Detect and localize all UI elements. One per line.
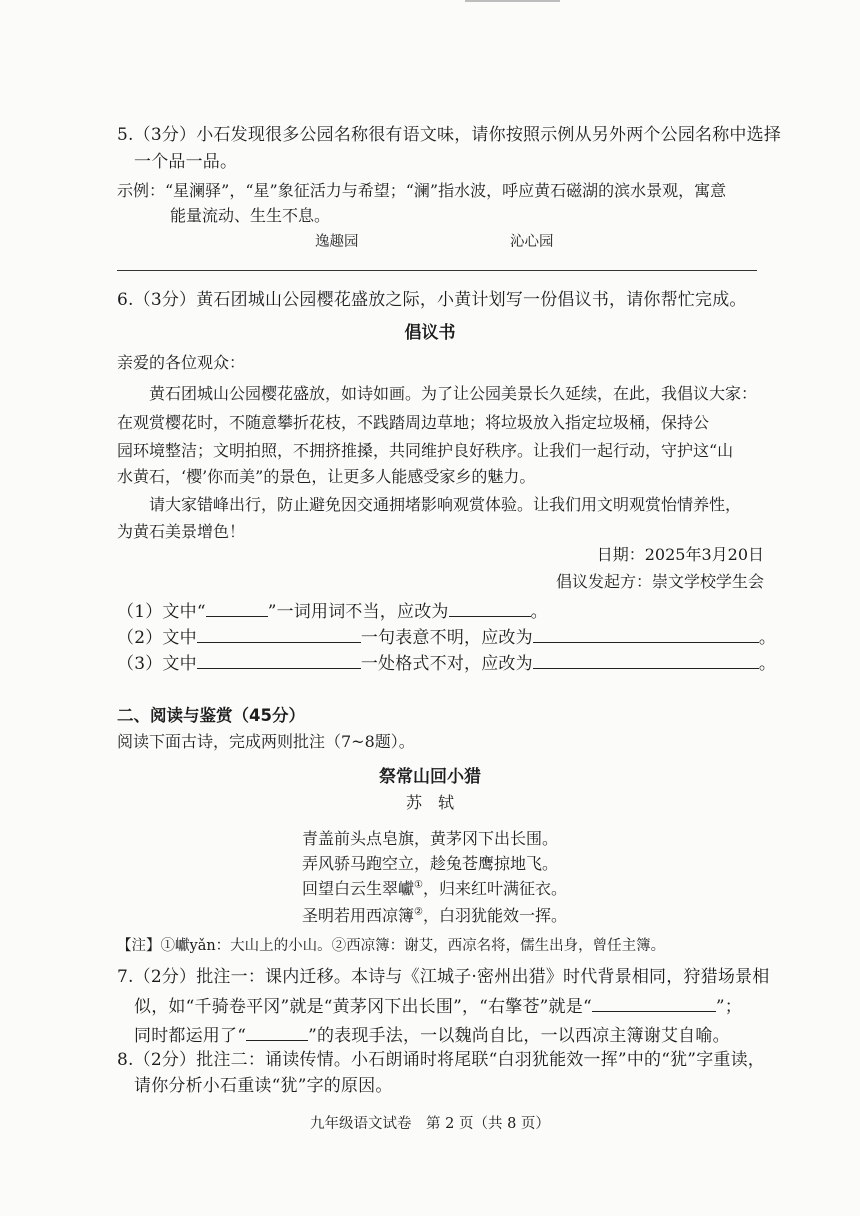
q6-sub1 [117,597,548,622]
q7-line2 [134,992,742,1017]
q6-sub1-blank-2[interactable] [449,602,531,617]
q6-line: 6.（3分）黄石团城山公园樱花盛放之际，小黄计划写一份倡议书，请你帮忙完成。 [117,290,747,310]
letter-title: 倡议书 [404,323,456,343]
note-marker-2: ② [414,906,423,918]
q6-sub2 [117,623,776,648]
poem-line4 [302,903,567,926]
q5-example-line1: 示例：“星澜驿”，“星”象征活力与希望；“澜”指水波，呼应黄石磁湖的滨水景观，寓意 [117,181,727,200]
q7-blank-1[interactable] [592,997,716,1012]
q7-line2-end: ”； [715,997,742,1017]
q7-line3-end: ”的表现手法，一以魏尚自比，一以西凉主簿谢艾自喻。 [308,1026,730,1046]
q6-sub3-blank-1[interactable] [197,654,361,669]
q6-sub2-middle: 一句表意不明，应改为 [360,628,533,648]
q7-blank-2[interactable] [246,1026,308,1041]
section-intro: 阅读下面古诗，完成两则批注（7~8题）。 [117,732,415,751]
letter-p2-line2: 为黄石美景增色！ [117,522,246,541]
q6-sub2-prefix: （2）文中 [117,628,197,648]
letter-p2-line1: 请大家错峰出行，防止避免因交通拥堵影响观赏体验。让我们用文明观赏怡情养性， [149,495,742,514]
q6-sub1-blank-1[interactable] [206,602,268,617]
q7-line3 [134,1021,730,1046]
q6-sub3-middle: 一处格式不对，应改为 [360,654,533,674]
poem-title: 祭常山回小猎 [379,767,481,787]
poem-line2: 弄风骄马跑空立，趁兔苍鹰掠地飞。 [302,854,559,873]
letter-p1-line1: 黄石团城山公园樱花盛放，如诗如画。为了让公园美景长久延续，在此，我倡议大家： [149,384,758,403]
q7-line1: 7.（2分）批注一：课内迁移。本诗与《江城子·密州出猎》时代背景相同，狩猎场景相 [117,967,770,987]
park-name-1: 逸趣园 [315,234,359,250]
poem-line3-b: ，归来红叶满征衣。 [422,879,567,898]
q6-sub1-prefix: （1）文中“ [117,602,206,622]
q6-sub2-blank-2[interactable] [533,628,759,643]
poem-line1: 青盖前头点皂旗，黄茅冈下出长围。 [302,829,559,848]
poem-line4-a: 圣明若用西凉簿 [302,906,415,925]
note-marker-1: ① [414,879,423,891]
letter-salutation: 亲爱的各位观众： [117,353,246,372]
q8-line1: 8.（2分）批注二：诵读传情。小石朗诵时将尾联“白羽犹能效一挥”中的“犹”字重读， [117,1050,765,1070]
poem-author: 苏 轼 [405,793,454,812]
letter-sponsor: 倡议发起方：崇文学校学生会 [555,572,764,591]
q7-line3-text: 同时都运用了“ [134,1026,247,1046]
q7-line2-text: 似，如“千骑卷平冈”就是“黄茅冈下出长围”，“右擎苍”就是“ [134,997,592,1017]
q6-sub3-blank-2[interactable] [533,654,759,669]
top-edge-rule [465,0,560,2]
q6-sub1-middle: ”一词用词不当，应改为 [267,602,449,622]
letter-date: 日期：2025年3月20日 [596,545,764,564]
q6-sub1-end: 。 [530,602,548,622]
poem-line3 [302,876,567,899]
q6-sub2-end: 。 [758,628,777,648]
answer-line[interactable] [117,270,757,271]
poem-line3-a: 回望白云生翠巘 [302,879,415,898]
poem-note: 【注】①巘yǎn：大山上的小山。②西凉簿：谢艾，西凉名将，儒生出身，曾任主簿。 [117,938,666,954]
letter-p1-line3: 园环境整洁；文明拍照，不拥挤推搡，共同维护良好秩序。让我们一起行动，守护这“山 [117,441,734,460]
q6-sub3-prefix: （3）文中 [117,654,197,674]
page-footer: 九年级语文试卷 第 2 页（共 8 页） [310,1116,550,1132]
q6-sub3 [117,649,776,674]
q8-line2: 请你分析小石重读“犹”字的原因。 [134,1076,393,1096]
q5-line2: 一个品一品。 [134,152,238,172]
q5-example-line2: 能量流动、生生不息。 [170,206,331,225]
letter-p1-line2: 在观赏樱花时，不随意攀折花枝，不践踏周边草地；将垃圾放入指定垃圾桶，保持公 [117,413,710,432]
q5-line1: 5.（3分）小石发现很多公园名称很有语文味，请你按照示例从另外两个公园名称中选择 [117,125,782,145]
q6-sub3-end: 。 [758,654,777,674]
section-heading: 二、阅读与鉴赏（45分） [117,706,305,725]
letter-p1-line4: 水黄石，‘樱’你而美”的景色，让更多人能感受家乡的魅力。 [117,467,536,486]
q6-sub2-blank-1[interactable] [197,628,361,643]
poem-line4-b: ，白羽犹能效一挥。 [422,906,567,925]
park-name-2: 沁心园 [510,234,554,250]
